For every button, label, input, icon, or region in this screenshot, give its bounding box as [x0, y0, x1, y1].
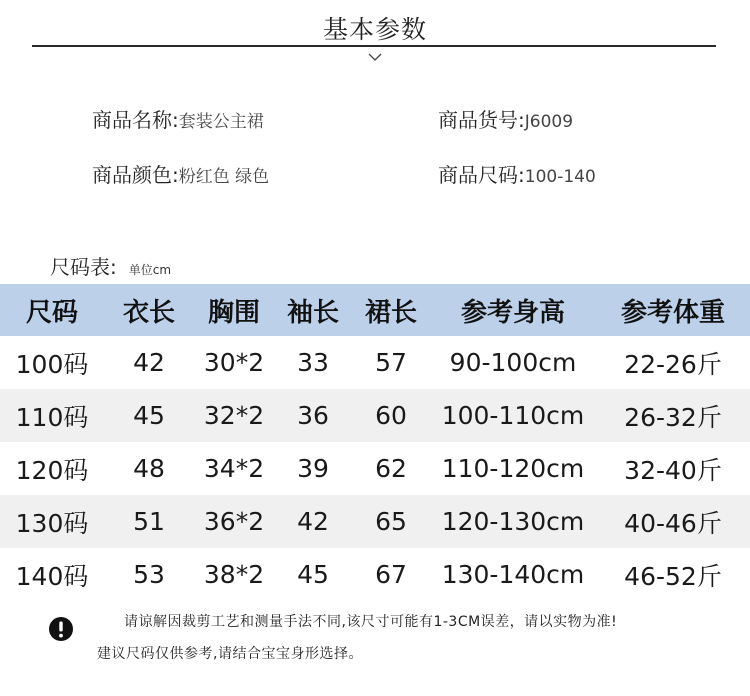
column-header: 裙长 — [352, 284, 430, 336]
table-cell: 40-46斤 — [596, 495, 750, 548]
table-cell: 140码 — [0, 548, 104, 601]
exclamation-icon — [48, 616, 74, 642]
table-cell: 32-40斤 — [596, 442, 750, 495]
product-size-label: 商品尺码: — [438, 163, 525, 187]
table-cell: 60 — [352, 389, 430, 442]
table-cell: 30*2 — [194, 336, 274, 389]
column-header: 胸围 — [194, 284, 274, 336]
size-table-unit: 单位cm — [128, 263, 172, 277]
column-header: 衣长 — [104, 284, 194, 336]
table-cell: 110码 — [0, 389, 104, 442]
table-cell: 38*2 — [194, 548, 274, 601]
product-code-value: J6009 — [524, 112, 574, 132]
table-cell: 57 — [352, 336, 430, 389]
table-cell: 130-140cm — [430, 548, 596, 601]
table-row — [0, 389, 750, 442]
column-header: 袖长 — [274, 284, 352, 336]
table-cell: 130码 — [0, 495, 104, 548]
table-cell: 46-52斤 — [596, 548, 750, 601]
table-row — [0, 548, 750, 601]
size-table — [0, 284, 750, 601]
title-divider — [32, 45, 716, 47]
product-name-value: 套装公主裙 — [178, 112, 264, 132]
column-header: 尺码 — [0, 284, 104, 336]
table-cell: 100-110cm — [430, 389, 596, 442]
table-cell: 53 — [104, 548, 194, 601]
disclaimer-line-2: 建议尺码仅供参考,请结合宝宝身形选择。 — [97, 646, 363, 662]
table-row — [0, 336, 750, 389]
table-cell: 33 — [274, 336, 352, 389]
table-cell: 36 — [274, 389, 352, 442]
table-cell: 45 — [104, 389, 194, 442]
table-row — [0, 442, 750, 495]
table-cell: 90-100cm — [430, 336, 596, 389]
table-cell: 36*2 — [194, 495, 274, 548]
table-cell: 34*2 — [194, 442, 274, 495]
size-table-title: 尺码表: — [50, 255, 117, 279]
size-table-label — [50, 251, 171, 280]
table-cell: 120-130cm — [430, 495, 596, 548]
product-color — [92, 159, 269, 188]
table-cell: 42 — [104, 336, 194, 389]
table-cell: 45 — [274, 548, 352, 601]
size-table-header — [0, 284, 750, 336]
product-code — [438, 104, 573, 133]
table-cell: 65 — [352, 495, 430, 548]
table-cell: 42 — [274, 495, 352, 548]
disclaimer-line-1: 请谅解因裁剪工艺和测量手法不同,该尺寸可能有1-3CM误差，请以实物为准! — [124, 614, 618, 630]
table-cell: 26-32斤 — [596, 389, 750, 442]
table-cell: 32*2 — [194, 389, 274, 442]
page-title: 基本参数 — [322, 15, 427, 44]
product-size — [438, 159, 596, 188]
column-header: 参考身高 — [430, 284, 596, 336]
product-name-label: 商品名称: — [92, 108, 179, 132]
table-cell: 48 — [104, 442, 194, 495]
table-cell: 22-26斤 — [596, 336, 750, 389]
product-size-value: 100-140 — [524, 167, 596, 187]
table-cell: 39 — [274, 442, 352, 495]
table-cell: 51 — [104, 495, 194, 548]
table-cell: 120码 — [0, 442, 104, 495]
table-cell: 110-120cm — [430, 442, 596, 495]
table-cell: 62 — [352, 442, 430, 495]
product-name — [92, 104, 264, 133]
table-cell: 67 — [352, 548, 430, 601]
product-color-label: 商品颜色: — [92, 163, 179, 187]
table-cell: 100码 — [0, 336, 104, 389]
product-code-label: 商品货号: — [438, 108, 525, 132]
column-header: 参考体重 — [596, 284, 750, 336]
table-row — [0, 495, 750, 548]
product-color-value: 粉红色 绿色 — [178, 167, 270, 187]
chevron-down-icon — [366, 50, 384, 64]
